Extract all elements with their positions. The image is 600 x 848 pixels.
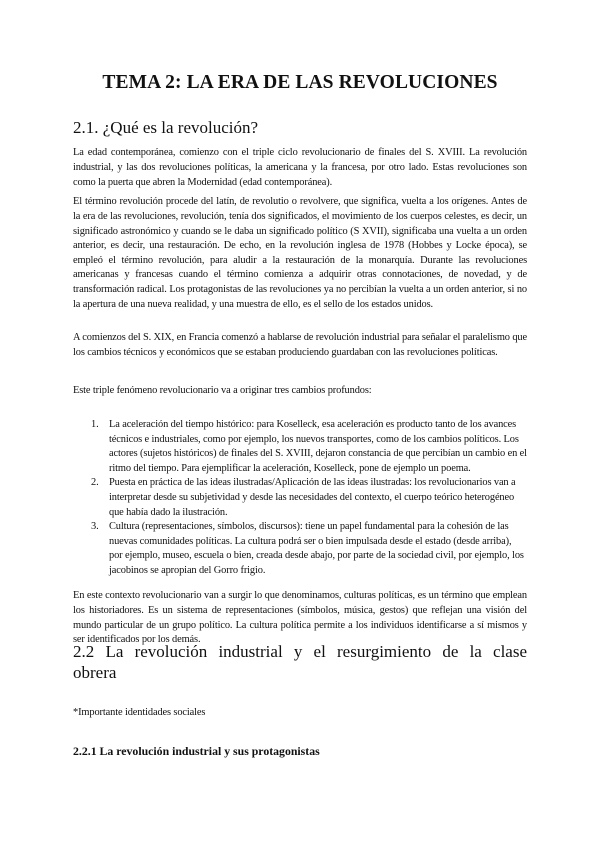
list-item bbox=[73, 520, 527, 578]
list-item-number: 3. bbox=[91, 521, 99, 533]
list-item-number: 2. bbox=[91, 477, 99, 489]
list-item-number: 1. bbox=[91, 419, 99, 430]
paragraph-industrial-revolution: A comienzos del S. XIX, en Francia comenzó a hablarse de revolución industrial para señalar el paralelismo que los cambios técnicos y económicos que se estaban produciendo guardaban con las revoluciones políticas. bbox=[73, 332, 527, 358]
subsection-heading-2-2-1: 2.2.1 La revolución industrial y sus protagonistas bbox=[73, 744, 320, 758]
paragraph-term-origin: El término revolución procede del latín, de revolutio o revolvere, que significa, vuelta a los orígenes. Antes de la era de las revoluciones, revolución, tenía dos significados, el movimiento de los cuerpos celestes, es decir, un significado astronómico y cuando se le daba un significado político (S XVII), significaba una vuelta a un orden anterior, es decir, una restauración. De echo, en la revolución inglesa de 1978 (Hobbes y Locke época), se empleó el término revolución, para aludir a la restauración de la monarquía. Durante las revoluciones americanas y francesas cuando el término comienza a adquirir otras connotaciones, de novedad, y de transformación radical. Los protagonistas de las revoluciones ya no percibían la vuelta a un orden anterior, si no la apertura de una nueva realidad, y una muestra de ello, es el sello de los estados unidos. bbox=[73, 196, 527, 310]
important-note: *Importante identidades sociales bbox=[73, 707, 206, 718]
section-heading-2-1: 2.1. ¿Qué es la revolución? bbox=[73, 118, 259, 137]
paragraph-political-cultures: En este contexto revolucionario van a surgir lo que denominamos, culturas políticas, es un término que emplean los historiadores. Es un sistema de representaciones (símbolos, música, gestos) que reflejan una visión del mundo particular de un grupo político. La cultura política permite a los individuos identificarse a sí mismos y ser identificados por los demás. bbox=[73, 590, 527, 646]
list-item bbox=[73, 476, 527, 520]
list-item-text: La aceleración del tiempo histórico: para Koselleck, esa aceleración es producto tanto de los avances técnicos e industriales, como por ejemplo, los nuevos transportes, como de los cambios políticos. Los actores (sujetos históricos) de finales del S. XVIII, dejaron constancia de que percibían un cambio en el ritmo del tiempo. Para ejemplificar la aceleración, Koselleck, pone de ejemplo un poema. bbox=[109, 419, 527, 474]
list-item-text: Puesta en práctica de las ideas ilustradas/Aplicación de las ideas ilustradas: los revolucionarios van a interpretar desde su subjetividad y desde las necesidades del contexto, el cuerpo teórico heterogéneo que había dado la ilustración. bbox=[109, 477, 516, 518]
section-heading-2-2: 2.2 La revolución industrial y el resurgimiento de la clase obrera bbox=[73, 642, 527, 682]
document-title: TEMA 2: LA ERA DE LAS REVOLUCIONES bbox=[102, 72, 498, 93]
list-item bbox=[73, 418, 527, 476]
changes-list bbox=[73, 418, 527, 579]
paragraph-triple-phenomenon: Este triple fenómeno revolucionario va a originar tres cambios profundos: bbox=[73, 385, 372, 397]
list-item-text: Cultura (representaciones, símbolos, discursos): tiene un papel fundamental para la cohesión de las nuevas comunidades políticas. La cultura podrá ser o bien impulsada desde el estado (desde arriba), por ejemplo, museo, escuela o bien, creada desde abajo, por parte de la sociedad civil, por ejemplo, los jacobinos se apropian del Gorro frigio. bbox=[109, 521, 524, 576]
paragraph-intro: La edad contemporánea, comienzo con el triple ciclo revolucionario de finales del S. XVIII. La revolución industrial, y las dos revoluciones políticas, la americana y la francesa, por otro lado. Estas revoluciones son como la puerta que abren la Modernidad (edad contemporánea). bbox=[73, 147, 527, 188]
